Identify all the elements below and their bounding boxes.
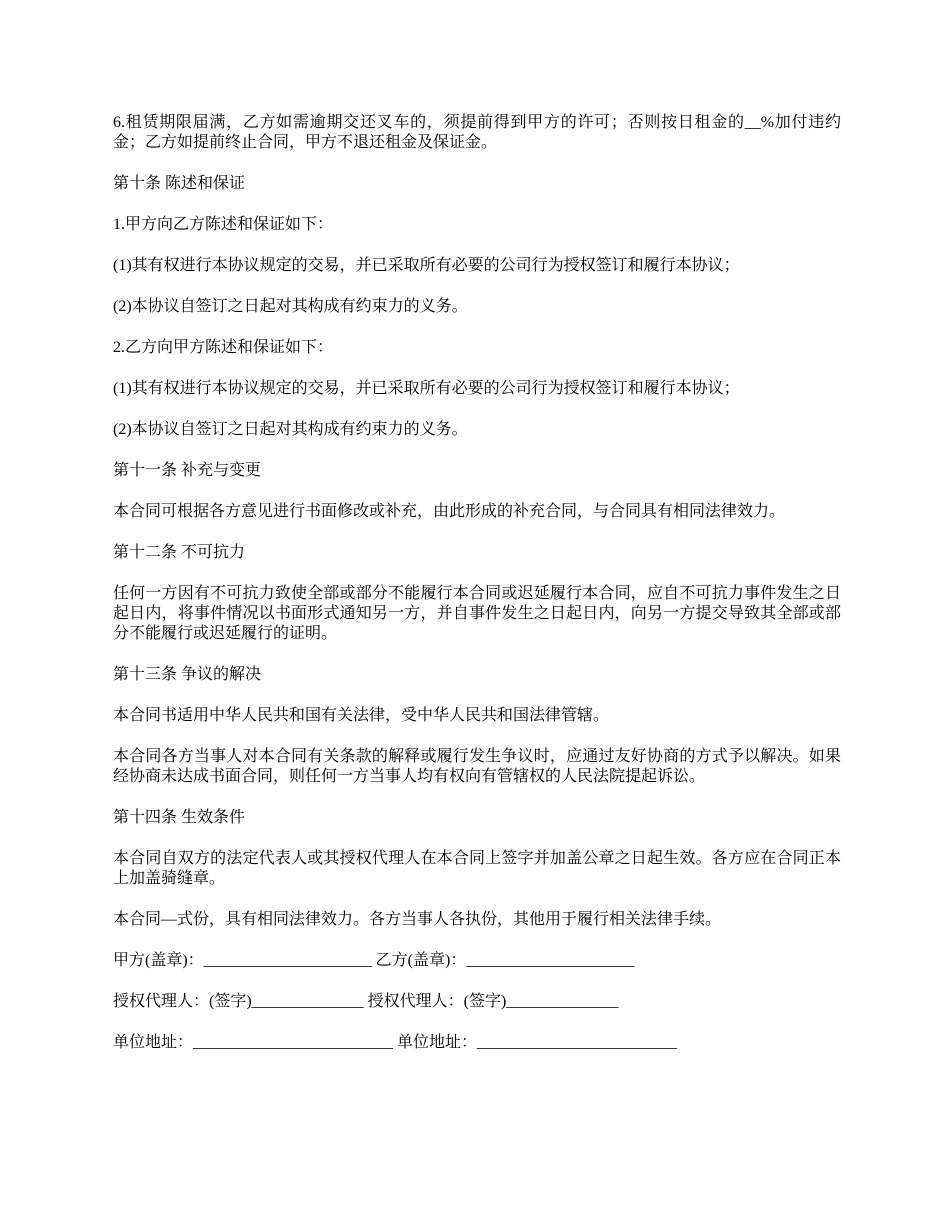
party-b-warranty-item-2: (2)本协议自签订之日起对其构成有约束力的义务。 xyxy=(113,421,468,438)
party-b-warranty-intro: 2.乙方向甲方陈述和保证如下： xyxy=(113,339,334,356)
article-13-body-2: 本合同各方当事人对本合同有关条款的解释或履行发生争议时，应通过友好协商的方式予以解决。如果经协商未达成书面合同，则任何一方当事人均有权向有管辖权的人民法院提起诉讼。 xyxy=(113,748,841,785)
document-page xyxy=(113,113,841,1074)
party-a-warranty-intro: 1.甲方向乙方陈述和保证如下： xyxy=(113,216,334,233)
party-b-warranty-item-1: (1)其有权进行本协议规定的交易，并已采取所有必要的公司行为授权签订和履行本协议； xyxy=(113,380,740,397)
article-12-heading: 第十二条 不可抗力 xyxy=(113,544,246,561)
article-12-body: 任何一方因有不可抗力致使全部或部分不能履行本合同或迟延履行本合同，应自不可抗力事件发生之日起日内，将事件情况以书面形式通知另一方，并自事件发生之日起日内，向另一方提交导致其全部或部分不能履行或迟延履行的证明。 xyxy=(113,585,841,642)
clause-6-paragraph: 6.租赁期限届满，乙方如需逾期交还叉车的，须提前得到甲方的许可；否则按日租金的__%加付违约金；乙方如提前终止合同，甲方不退还租金及保证金。 xyxy=(113,114,841,151)
article-10-heading: 第十条 陈述和保证 xyxy=(113,175,246,192)
article-14-body-1: 本合同自双方的法定代表人或其授权代理人在本合同上签字并加盖公章之日起生效。各方应在合同正本上加盖骑缝章。 xyxy=(113,850,841,887)
agent-signature-line: 授权代理人：(签字)______________ 授权代理人：(签字)______________ xyxy=(113,993,619,1010)
party-a-warranty-item-2: (2)本协议自签订之日起对其构成有约束力的义务。 xyxy=(113,298,468,315)
address-line: 单位地址：_________________________ 单位地址：_________________________ xyxy=(113,1034,678,1051)
article-13-heading: 第十三条 争议的解决 xyxy=(113,666,262,683)
article-14-heading: 第十四条 生效条件 xyxy=(113,809,246,826)
article-14-body-2: 本合同—式份，具有相同法律效力。各方当事人各执份，其他用于履行相关法律手续。 xyxy=(113,911,722,928)
article-11-body: 本合同可根据各方意见进行书面修改或补充，由此形成的补充合同，与合同具有相同法律效力。 xyxy=(113,503,786,520)
seal-signature-line: 甲方(盖章)：_____________________ 乙方(盖章)：_____________________ xyxy=(113,952,635,969)
article-11-heading: 第十一条 补充与变更 xyxy=(113,462,262,479)
party-a-warranty-item-1: (1)其有权进行本协议规定的交易，并已采取所有必要的公司行为授权签订和履行本协议； xyxy=(113,257,740,274)
article-13-body-1: 本合同书适用中华人民共和国有关法律，受中华人民共和国法律管辖。 xyxy=(113,707,610,724)
